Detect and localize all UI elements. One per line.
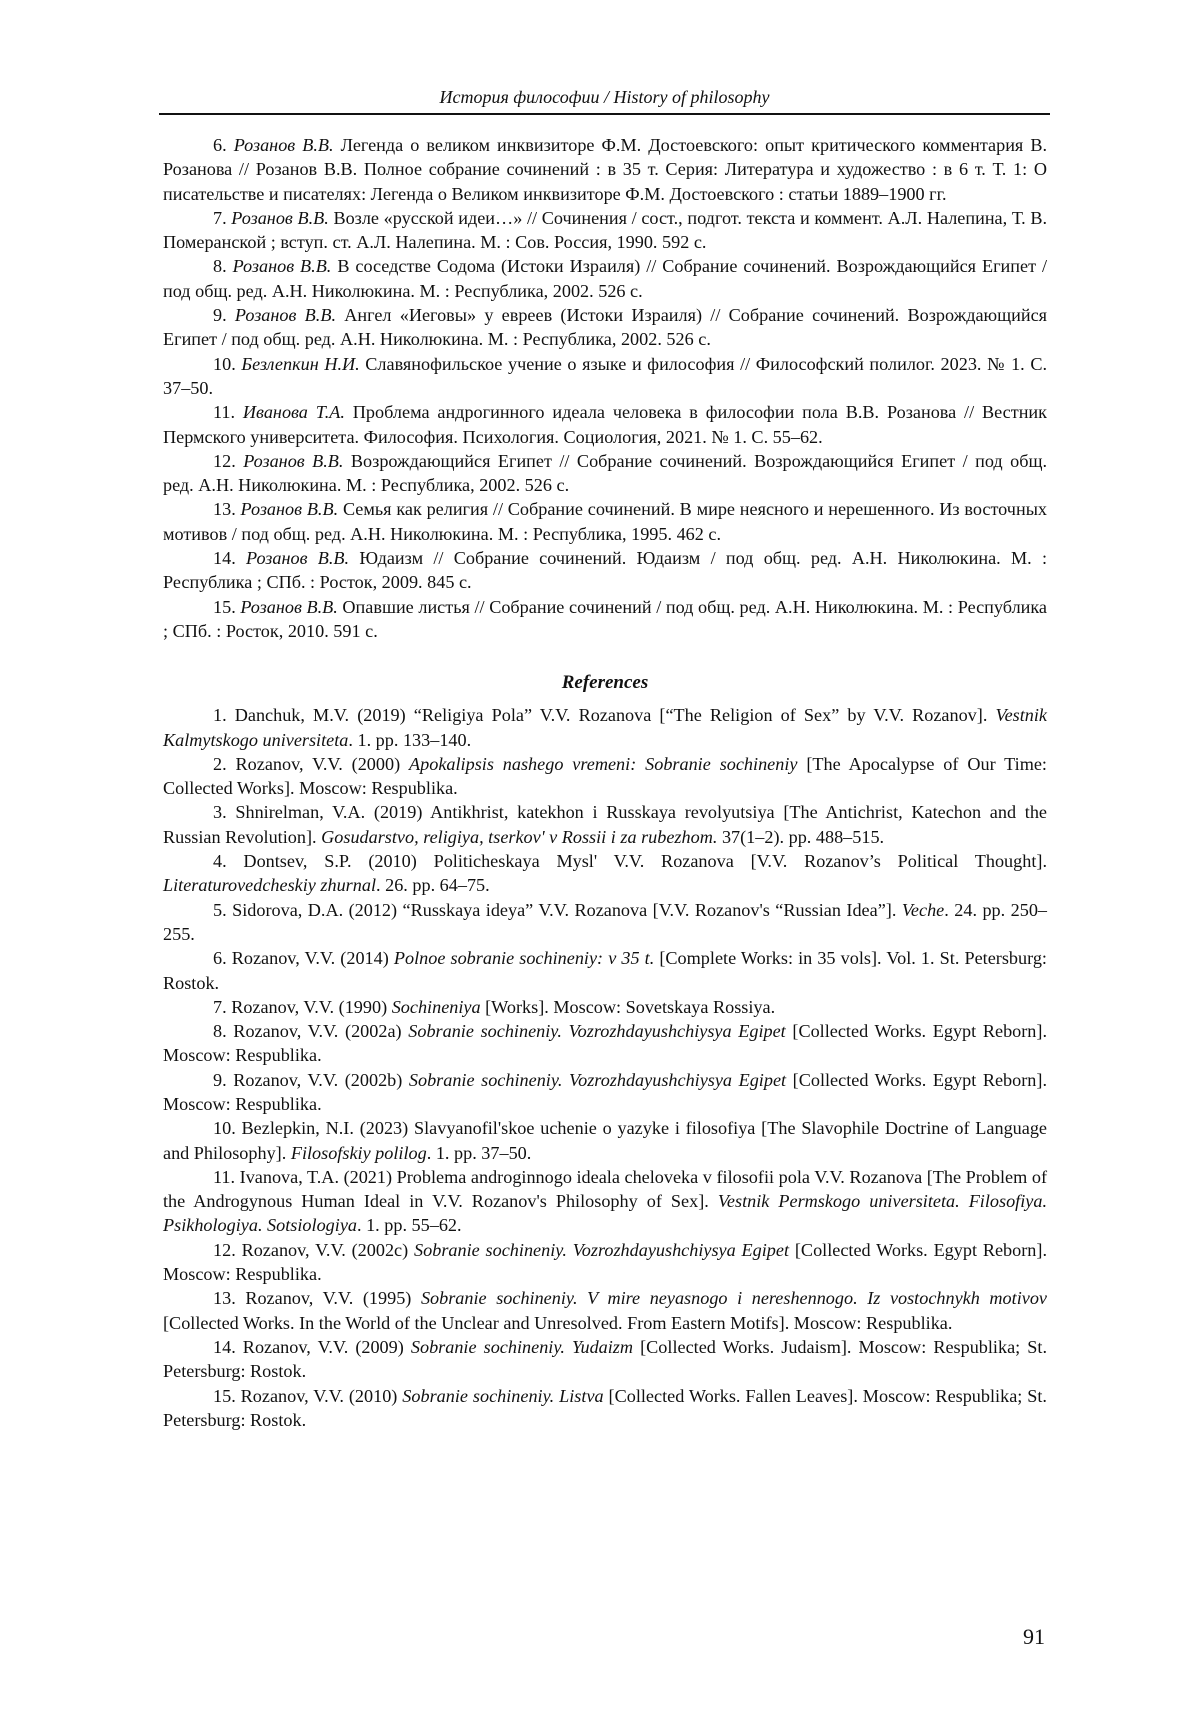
english-reference-item: 11. Ivanova, T.A. (2021) Problema androginnogo ideala cheloveka v filosofii pola V.V. Rozanova [The Problem of the Androgynous Human Ideal in V.V. Rozanov's Philosophy of Sex]. Vestnik Permskogo universiteta. Filosofiya. Psikhologiya. Sotsiologiya. 1. pp. 55–62. (163, 1166, 1047, 1236)
english-reference-item: 14. Rozanov, V.V. (2009) Sobranie sochineniy. Yudaizm [Collected Works. Judaism]. Moscow: Respublika; St. Petersburg: Rostok. (163, 1336, 1047, 1382)
russian-reference-item: 12. Розанов В.В. Возрождающийся Египет // Собрание сочинений. Возрождающийся Египет / под общ. ред. А.Н. Николюкина. М. : Республика, 2002. 526 с. (163, 450, 1048, 496)
english-reference-item: 2. Rozanov, V.V. (2000) Apokalipsis nashego vremeni: Sobranie sochineniy [The Apocalypse of Our Time: Collected Works]. Moscow: Respublika. (163, 753, 1047, 799)
english-reference-item: 3. Shnirelman, V.A. (2019) Antikhrist, katekhon i Russkaya revolyutsiya [The Antichrist, Katechon and the Russian Revolution]. Gosudarstvo, religiya, tserkov' v Rossii i za rubezhom. 37(1–2). pp. 488–515. (163, 802, 1047, 847)
russian-reference-item: 15. Розанов В.В. Опавшие листья // Собрание сочинений / под общ. ред. А.Н. Николюкина. М. : Республика ; СПб. : Росток, 2010. 591 с. (163, 596, 1048, 641)
english-reference-item: 7. Rozanov, V.V. (1990) Sochineniya [Works]. Moscow: Sovetskaya Rossiya. (213, 996, 776, 1017)
english-reference-item: 1. Danchuk, M.V. (2019) “Religiya Pola” V.V. Rozanova [“The Religion of Sex” by V.V. Rozanov]. Vestnik Kalmytskogo universiteta. 1. pp. 133–140. (163, 705, 1047, 750)
russian-reference-item: 14. Розанов В.В. Юдаизм // Собрание сочинений. Юдаизм / под общ. ред. А.Н. Николюкина. М. : Республика ; СПб. : Росток, 2009. 845 с. (163, 548, 1047, 593)
russian-reference-item: 13. Розанов В.В. Семья как религия // Собрание сочинений. В мире неясного и нерешенного. Из восточных мотивов / под общ. ред. А.Н. Николюкина. М. : Республика, 1995. 462 с. (163, 499, 1048, 544)
header-rule (159, 113, 1050, 115)
russian-reference-item: 8. Розанов В.В. В соседстве Содома (Истоки Израиля) // Собрание сочинений. Возрождающийся Египет / под общ. ред. А.Н. Николюкина. М. : Республика, 2002. 526 с. (163, 256, 1048, 301)
english-reference-item: 6. Rozanov, V.V. (2014) Polnoe sobranie sochineniy: v 35 t. [Complete Works: in 35 vols]. Vol. 1. St. Petersburg: Rostok. (163, 948, 1047, 993)
english-reference-item: 10. Bezlepkin, N.I. (2023) Slavyanofil'skoe uchenie o yazyke i filosofiya [The Slavophile Doctrine of Language and Philosophy]. Filosofskiy polilog. 1. pp. 37–50. (163, 1118, 1047, 1163)
russian-reference-item: 6. Розанов В.В. Легенда о великом инквизиторе Ф.М. Достоевского: опыт критического комментария В. Розанова // Розанов В.В. Полное собрание сочинений : в 35 т. Серия: Литература и художество : в 6 т. Т. 1: О писательстве и писателях: Легенда о Великом инквизиторе Ф.М. Достоевского : статьи 1889–1900 гг. (163, 135, 1048, 204)
english-reference-list (163, 703, 1047, 1432)
russian-reference-item: 7. Розанов В.В. Возле «русской идеи…» // Сочинения / сост., подгот. текста и коммент. А.Л. Налепина, Т. В. Померанской ; вступ. ст. А.Л. Налепина. М. : Сов. Россия, 1990. 592 с. (163, 207, 1047, 253)
page-number: 91 (1023, 1624, 1045, 1649)
russian-reference-item: 10. Безлепкин Н.И. Славянофильское учение о языке и философия // Философский полилог. 2023. № 1. С. 37–50. (163, 353, 1048, 398)
english-reference-item: 9. Rozanov, V.V. (2002b) Sobranie sochineniy. Vozrozhdayushchiysya Egipet [Collected Works. Egypt Reborn]. Moscow: Respublika. (163, 1069, 1047, 1114)
russian-reference-item: 9. Розанов В.В. Ангел «Иеговы» у евреев (Истоки Израиля) // Собрание сочинений. Возрождающийся Египет / под общ. ред. А.Н. Николюкина. М. : Республика, 2002. 526 с. (163, 305, 1048, 350)
english-reference-item: 4. Dontsev, S.P. (2010) Politicheskaya Mysl' V.V. Rozanova [V.V. Rozanov’s Political Thought]. Literaturovedcheskiy zhurnal. 26. pp. 64–75. (163, 851, 1047, 896)
english-reference-item: 5. Sidorova, D.A. (2012) “Russkaya ideya” V.V. Rozanova [V.V. Rozanov's “Russian Idea”]. Veche. 24. pp. 250–255. (163, 899, 1047, 944)
english-reference-item: 13. Rozanov, V.V. (1995) Sobranie sochineniy. V mire neyasnogo i nereshennogo. Iz vostochnykh motivov [Collected Works. In the World of the Unclear and Unresolved. From Eastern Motifs]. Moscow: Respublika. (163, 1288, 1047, 1333)
english-reference-item: 8. Rozanov, V.V. (2002a) Sobranie sochineniy. Vozrozhdayushchiysya Egipet [Collected Works. Egypt Reborn]. Moscow: Respublika. (163, 1021, 1048, 1066)
russian-reference-item: 11. Иванова Т.А. Проблема андрогинного идеала человека в философии пола В.В. Розанова // Вестник Пермского университета. Философия. Психология. Социология, 2021. № 1. С. 55–62. (163, 402, 1048, 447)
english-reference-item: 12. Rozanov, V.V. (2002c) Sobranie sochineniy. Vozrozhdayushchiysya Egipet [Collected Works. Egypt Reborn]. Moscow: Respublika. (163, 1239, 1047, 1285)
body-text (163, 133, 1047, 1432)
english-reference-item: 15. Rozanov, V.V. (2010) Sobranie sochineniy. Listva [Collected Works. Fallen Leaves]. Moscow: Respublika; St. Petersburg: Rostok. (163, 1385, 1047, 1430)
russian-reference-list (163, 133, 1047, 643)
running-header: История философии / History of philosophy (439, 87, 770, 107)
references-heading: References (561, 672, 649, 694)
